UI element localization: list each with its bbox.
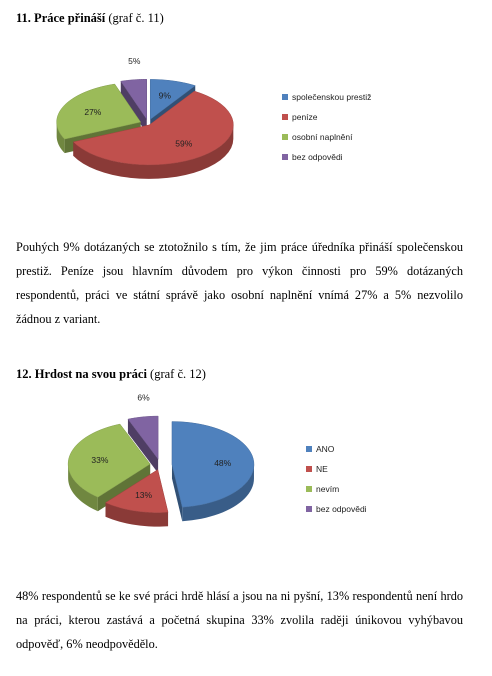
legend-label-1-1: společenskou prestiž [292, 92, 372, 102]
legend-swatch-2-1 [306, 446, 312, 452]
legend-swatch-2-4 [306, 506, 312, 512]
pie-label-1-3: 27% [84, 107, 102, 118]
legend-swatch-2-2 [306, 466, 312, 472]
pie-slice-2-1 [172, 422, 254, 522]
pie-label-2-2: 13% [135, 490, 153, 501]
paragraph-12: 48% respondentů se ke své práci hrdě hlásí a jsou na ni pyšní, 13% respondentů není hrdo na práci, kterou zastává a početná skupina 33% zvolila raději únikovou vyhýbavou odpověď, 6% neodpovědělo. [16, 589, 463, 651]
paragraph-11: Pouhých 9% dotázaných se ztotožnilo s tím, že jim práce úředníka přináší společenskou prestiž. Peníze jsou hlavním důvodem pro výkon činnosti pro 59% dotázaných respondentů, práci ve státní správě jako osobní naplnění vnímá 27% a 5% nezvolilo žádnou z variant. [16, 240, 463, 326]
pie-label-1-4: 5% [128, 55, 141, 66]
pie-label-2-3: 33% [91, 454, 109, 465]
heading-bold: 11. Práce přináší [16, 11, 106, 25]
legend-label-2-2: NE [316, 464, 328, 474]
legend-swatch-2-3 [306, 486, 312, 492]
pie-label-2-4: 6% [137, 392, 150, 403]
legend-label-1-3: osobní naplnění [292, 132, 353, 142]
pie-label-1-1: 9% [158, 90, 171, 101]
legend-label-2-3: nevím [316, 484, 340, 494]
heading-rest: (graf č. 11) [108, 11, 164, 25]
heading-bold: 12. Hrdost na svou práci [16, 367, 147, 381]
legend-label-2-1: ANO [316, 444, 335, 454]
pie-label-2-1: 48% [214, 457, 232, 468]
legend-label-2-4: bez odpovědi [316, 504, 367, 514]
heading-rest: (graf č. 12) [150, 367, 206, 381]
legend-label-1-2: peníze [292, 112, 318, 122]
legend-label-1-4: bez odpovědi [292, 152, 343, 162]
pie-label-1-2: 59% [175, 138, 193, 149]
